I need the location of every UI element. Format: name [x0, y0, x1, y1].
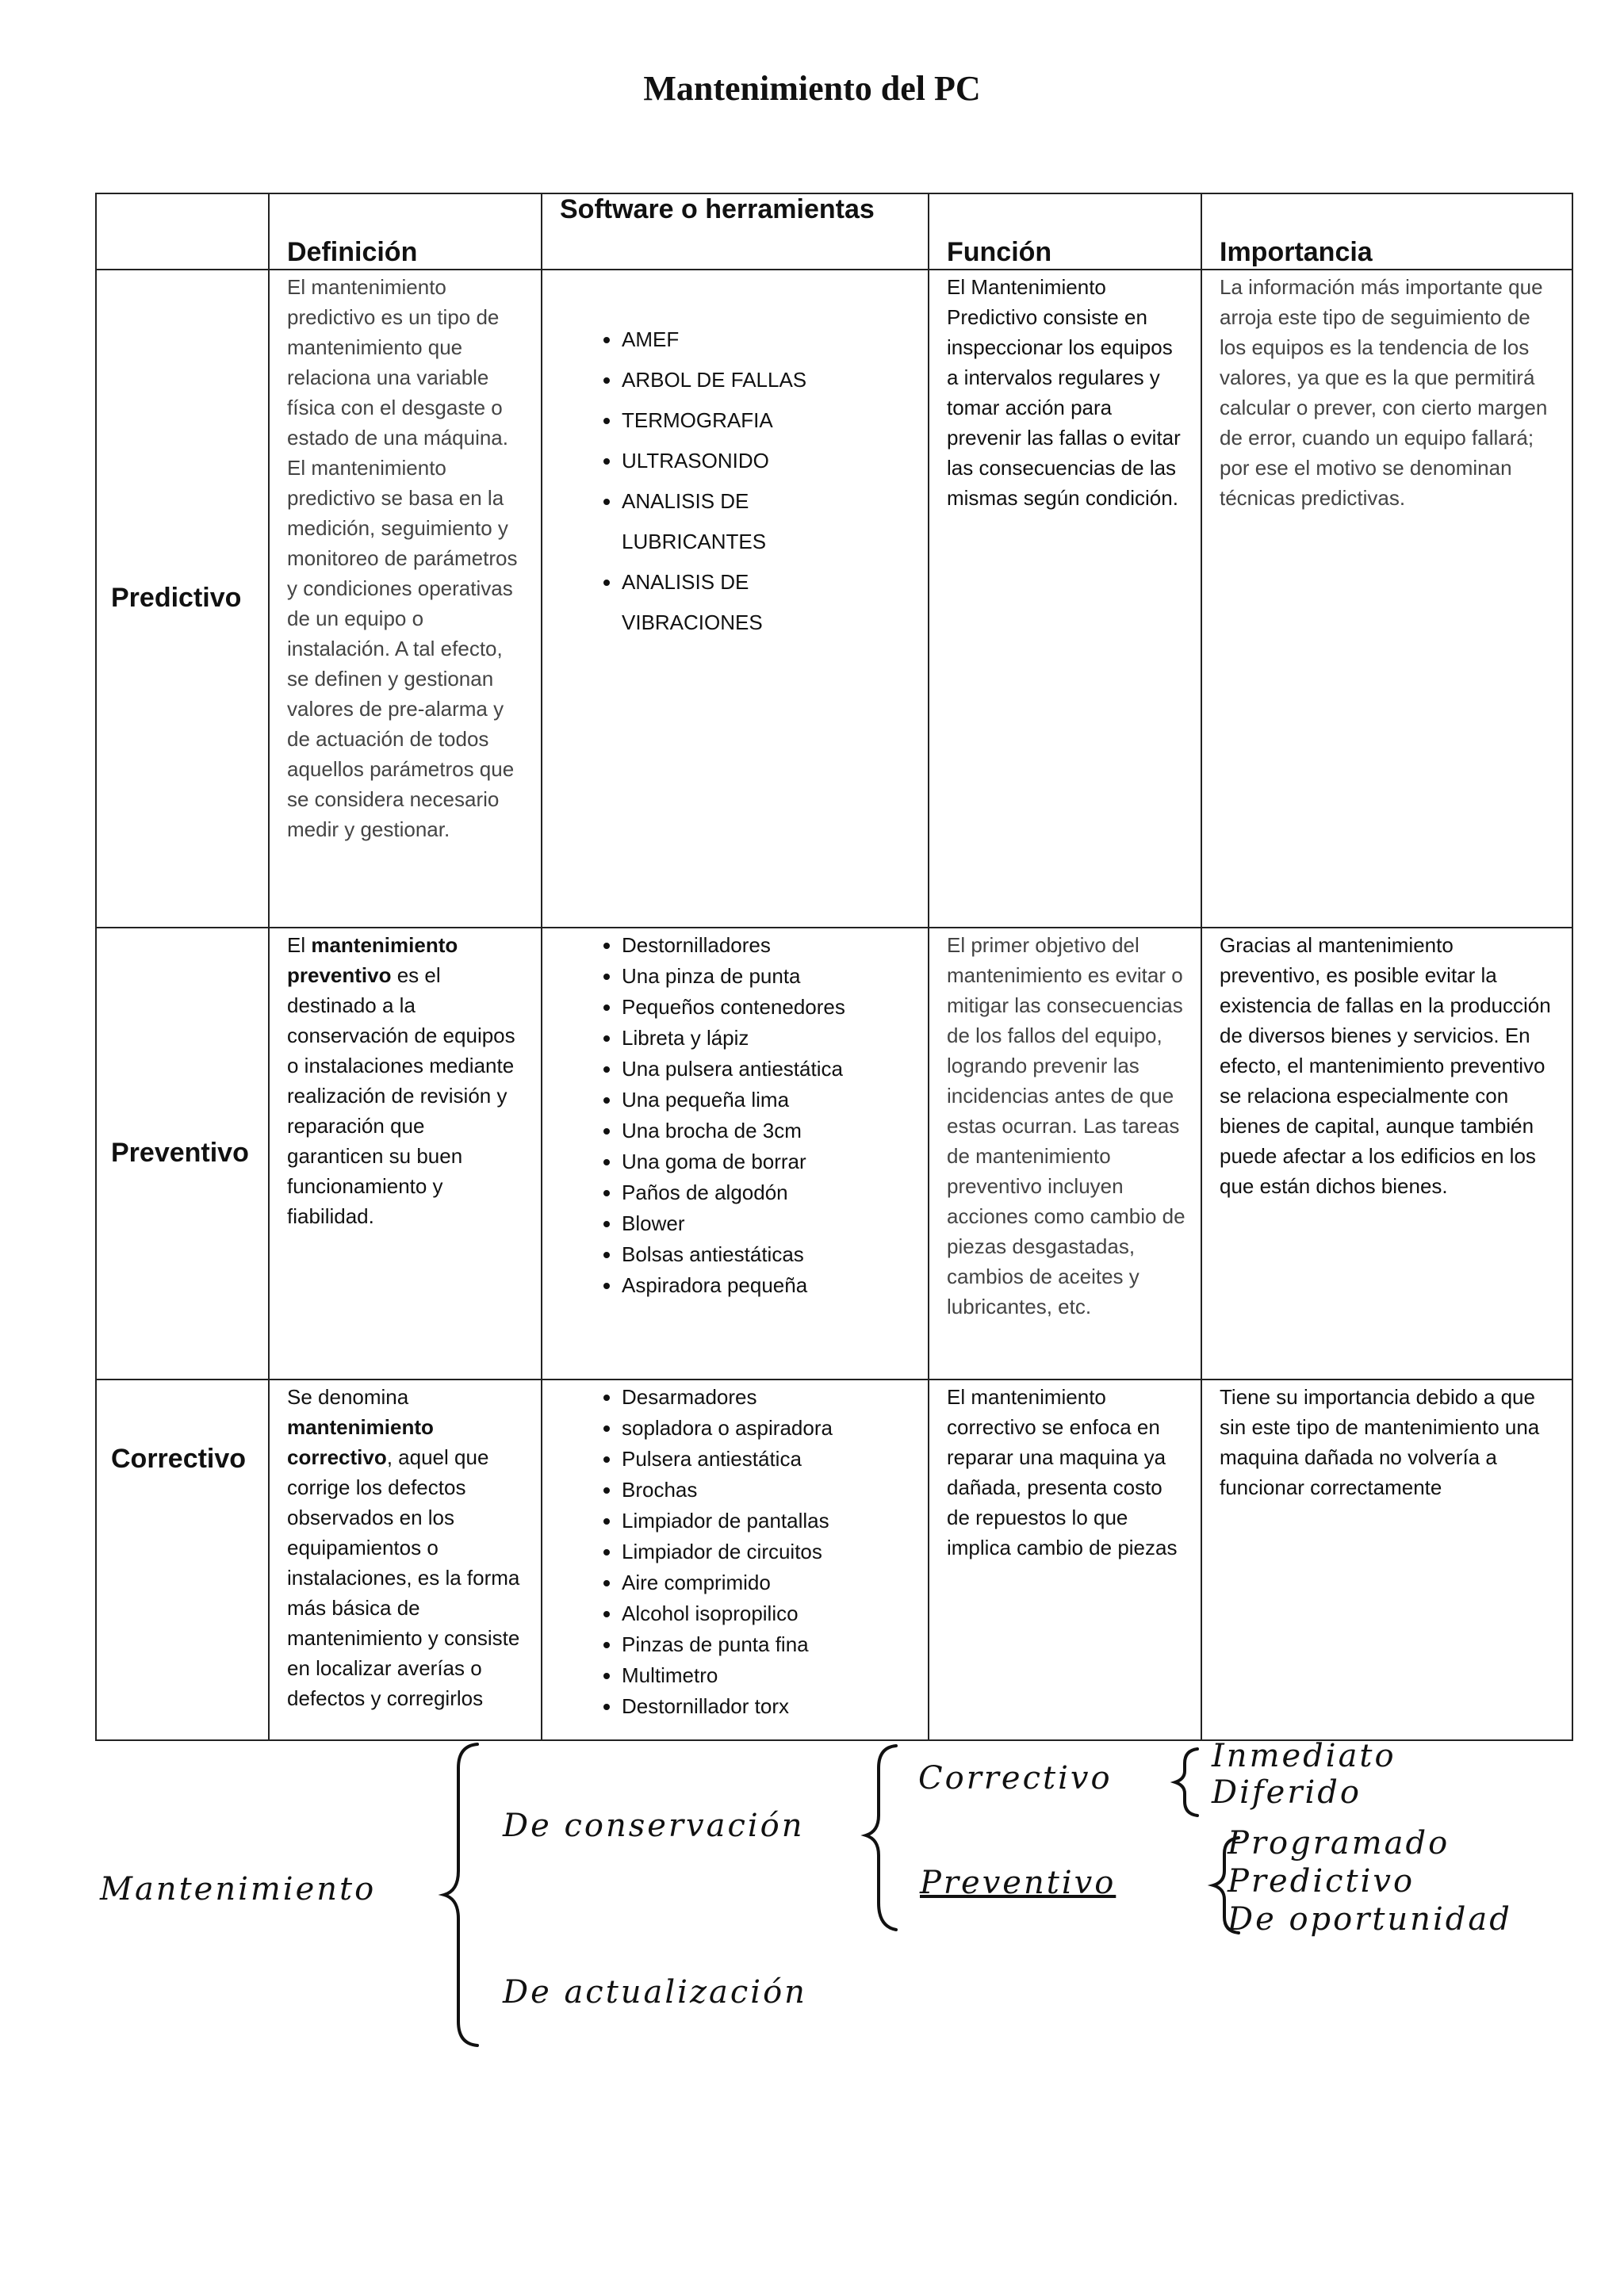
- definicion-post: es el destinado a la conservación de equipos o instalaciones mediante realización de revisión y reparación que garanticen su buen funcionamiento y fiabilidad.: [287, 963, 515, 1228]
- row-label-preventivo: Preventivo: [96, 928, 269, 1380]
- header-funcion: Función: [929, 193, 1201, 270]
- list-item: • Destornilladores: [622, 930, 914, 961]
- list-item: • ANALISIS DE LUBRICANTES: [622, 481, 772, 562]
- list-item: • Bolsas antiestáticas: [622, 1239, 914, 1270]
- diagram-branch-actualizacion: De actualización: [503, 1974, 807, 2011]
- diagram-correctivo: Correctivo: [918, 1760, 1113, 1797]
- maintenance-table: [95, 193, 1573, 1741]
- maintenance-classification-diagram: [0, 1736, 1624, 2053]
- list-item: • Aspiradora pequeña: [622, 1270, 914, 1301]
- list-item: • Alcohol isopropilico: [622, 1598, 914, 1629]
- brace-conservacion: [866, 1746, 896, 1930]
- diagram-inmediato: Inmediato: [1212, 1738, 1396, 1774]
- list-item: • Paños de algodón: [622, 1177, 914, 1208]
- table-row: [96, 1380, 1572, 1740]
- definicion-pre: Se denomina: [287, 1385, 409, 1409]
- definicion-bold: mantenimiento preventivo: [287, 933, 458, 987]
- list-item: • Una pequeña lima: [622, 1085, 914, 1115]
- list-item: • Una pulsera antiestática: [622, 1054, 914, 1085]
- brace-root: [444, 1744, 477, 2045]
- list-item: • Libreta y lápiz: [622, 1023, 914, 1054]
- list-item: • Brochas: [622, 1475, 914, 1506]
- list-item: • Pequeños contenedores: [622, 992, 914, 1023]
- diagram-branch-conservacion: De conservación: [503, 1808, 805, 1844]
- importancia-correctivo: Tiene su importancia debido a que sin este tipo de mantenimiento una maquina dañada no volvería a funcionar correctamente: [1201, 1380, 1572, 1740]
- definicion-preventivo: [269, 928, 542, 1380]
- header-herramientas: Software o herramientas: [542, 193, 929, 270]
- list-item: • sopladora o aspiradora: [622, 1413, 914, 1444]
- tools-list: [560, 930, 914, 1301]
- header-empty: [96, 193, 269, 270]
- page-title: Mantenimiento del PC: [643, 69, 981, 108]
- brace-correctivo: [1175, 1749, 1197, 1816]
- list-item: • ANALISIS DE VIBRACIONES: [622, 562, 772, 643]
- list-item: • Una pinza de punta: [622, 961, 914, 992]
- header-definicion: Definición: [269, 193, 542, 270]
- table-row: [96, 270, 1572, 928]
- diagram-diferido: Diferido: [1212, 1774, 1362, 1811]
- tools-list: [560, 320, 914, 643]
- list-item: • Destornillador torx: [622, 1691, 914, 1722]
- list-item: • Pulsera antiestática: [622, 1444, 914, 1475]
- funcion-correctivo: El mantenimiento correctivo se enfoca en reparar una maquina ya dañada, presenta costo de repuestos lo que implica cambio de piezas: [929, 1380, 1201, 1740]
- list-item: • Multimetro: [622, 1660, 914, 1691]
- tools-list: [560, 1382, 914, 1722]
- importancia-preventivo: Gracias al mantenimiento preventivo, es posible evitar la existencia de fallas en la producción de diversos bienes y servicios. En efecto, el mantenimiento preventivo se relaciona especialmente con bienes de capital, aunque también puede afectar a los edificios en los que están dichos bienes.: [1201, 928, 1572, 1380]
- list-item: • Pinzas de punta fina: [622, 1629, 914, 1660]
- diagram-de-oportunidad: De oportunidad: [1228, 1901, 1512, 1938]
- definicion-pre: El: [287, 933, 312, 957]
- row-label-predictivo: Predictivo: [96, 270, 269, 928]
- list-item: • Una goma de borrar: [622, 1146, 914, 1177]
- herramientas-preventivo: [542, 928, 929, 1380]
- definicion-bold: mantenimiento correctivo: [287, 1415, 434, 1469]
- table-row: [96, 928, 1572, 1380]
- definicion-post: , aquel que corrige los defectos observados en los equipamientos o instalaciones, es la forma más básica de mantenimiento y consiste en localizar averías o defectos y corregirlos: [287, 1445, 520, 1710]
- list-item: • ARBOL DE FALLAS: [622, 360, 914, 400]
- list-item: • Una brocha de 3cm: [622, 1115, 914, 1146]
- list-item: • Aire comprimido: [622, 1567, 914, 1598]
- header-importancia: Importancia: [1201, 193, 1572, 270]
- herramientas-predictivo: [542, 270, 929, 928]
- diagram-predictivo: Predictivo: [1228, 1863, 1415, 1900]
- list-item: • Desarmadores: [622, 1382, 914, 1413]
- definicion-predictivo: El mantenimiento predictivo es un tipo de mantenimiento que relaciona una variable física con el desgaste o estado de una máquina. El mantenimiento predictivo se basa en la medición, seguimiento y monitoreo de parámetros y condiciones operativas de un equipo o instalación. A tal efecto, se definen y gestionan valores de pre-alarma y de actuación de todos aquellos parámetros que se considera necesario medir y gestionar.: [269, 270, 542, 928]
- list-item: • TERMOGRAFIA: [622, 400, 914, 441]
- list-item: • AMEF: [622, 320, 914, 360]
- list-item: • Limpiador de pantallas: [622, 1506, 914, 1536]
- list-item: • ULTRASONIDO: [622, 441, 914, 481]
- list-item: • Limpiador de circuitos: [622, 1536, 914, 1567]
- diagram-preventivo: Preventivo: [920, 1865, 1116, 1901]
- funcion-preventivo: El primer objetivo del mantenimiento es evitar o mitigar las consecuencias de los fallos del equipo, logrando prevenir las incidencias antes de que estas ocurran. Las tareas de mantenimiento preventivo incluyen acciones como cambio de piezas desgastadas, cambios de aceites y lubricantes, etc.: [929, 928, 1201, 1380]
- funcion-predictivo: El Mantenimiento Predictivo consiste en inspeccionar los equipos a intervalos regulares y tomar acción para prevenir las fallas o evitar las consecuencias de las mismas según condición.: [929, 270, 1201, 928]
- diagram-programado: Programado: [1228, 1825, 1450, 1862]
- definicion-correctivo: [269, 1380, 542, 1740]
- list-item: • Blower: [622, 1208, 914, 1239]
- herramientas-correctivo: [542, 1380, 929, 1740]
- diagram-root-label: Mantenimiento: [100, 1871, 377, 1908]
- row-label-correctivo: Correctivo: [96, 1380, 269, 1740]
- table-header-row: [96, 193, 1572, 270]
- importancia-predictivo: La información más importante que arroja este tipo de seguimiento de los equipos es la tendencia de los valores, ya que es la que permitirá calcular o prever, con cierto margen de error, cuando un equipo fallará; por ese el motivo se denominan técnicas predictivas.: [1201, 270, 1572, 928]
